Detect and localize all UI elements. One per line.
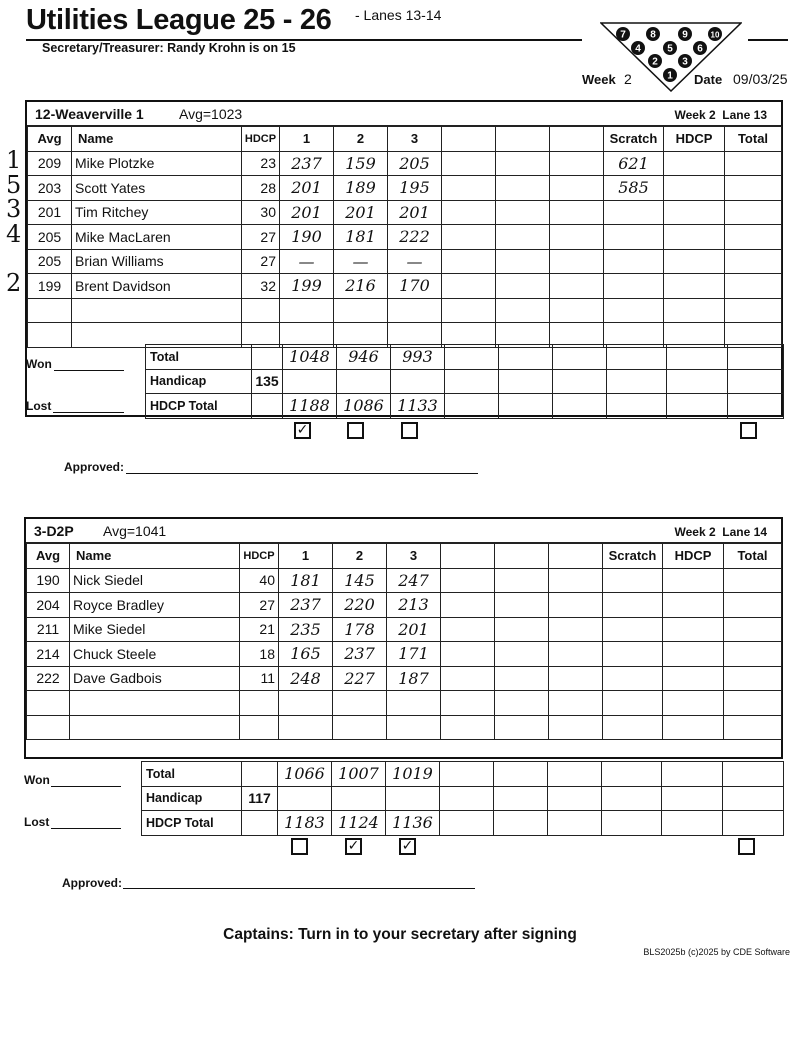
- col-blank: [441, 544, 495, 569]
- game2-score: 220: [333, 593, 387, 618]
- bowler-row: [27, 568, 782, 593]
- col-game3: 3: [388, 127, 442, 152]
- blank-cell: [495, 715, 549, 740]
- bowler-average: [27, 715, 70, 740]
- blank-cell: [441, 617, 495, 642]
- total-series: [725, 225, 782, 250]
- bowler-row: [27, 666, 782, 691]
- team2-handicap-value: 117: [242, 786, 278, 811]
- handicap-series: [664, 298, 725, 323]
- blank-cell: [495, 642, 549, 667]
- total-series: [724, 642, 782, 667]
- blank-cell: [496, 176, 550, 201]
- game3-score: 195: [388, 176, 442, 201]
- bowler-average: [28, 298, 72, 323]
- scratch-series: [603, 568, 663, 593]
- bowler-name: Mike Plotzke: [72, 151, 242, 176]
- team1-approved-line[interactable]: [126, 473, 478, 474]
- blank-cell: [496, 274, 550, 299]
- scratch-series: [603, 617, 663, 642]
- blank-cell: [441, 593, 495, 618]
- total-series: [725, 200, 782, 225]
- pin-number: 7: [620, 29, 626, 41]
- team2-game1-checkbox[interactable]: [291, 838, 308, 855]
- bowler-row: [28, 176, 782, 201]
- team2-hdcp-total-row: [142, 811, 784, 836]
- margin-rank-note: 2: [6, 268, 22, 297]
- team2-lost-label: Lost: [24, 815, 50, 829]
- total-hc-blank: [252, 345, 283, 370]
- bowler-row: [28, 274, 782, 299]
- bowler-row: [28, 151, 782, 176]
- team1-total-checkbox[interactable]: [740, 422, 757, 439]
- game1-score: 237: [280, 151, 334, 176]
- total-series: [724, 666, 782, 691]
- blank-cell: [442, 274, 496, 299]
- game1-score: 201: [280, 176, 334, 201]
- handicap-series: [663, 715, 724, 740]
- team2-column-headers: [27, 544, 782, 569]
- total-series: [724, 691, 782, 716]
- team1-total-g2: 946: [337, 345, 391, 370]
- blank-cell: [442, 298, 496, 323]
- bowler-name: Brent Davidson: [72, 274, 242, 299]
- team1-total-row: [146, 345, 784, 370]
- col-hdcp-total: HDCP: [663, 544, 724, 569]
- handicap-series: [663, 617, 724, 642]
- team2-name: 3-D2P: [34, 523, 74, 539]
- blank-cell: [549, 666, 603, 691]
- blank-cell: [495, 593, 549, 618]
- pin-number: 4: [635, 43, 641, 55]
- total-series: [724, 617, 782, 642]
- game2-score: 237: [333, 642, 387, 667]
- bowler-row: [27, 691, 782, 716]
- scratch-series: [603, 642, 663, 667]
- game3-score: 170: [388, 274, 442, 299]
- total-series: [725, 274, 782, 299]
- game2-score: [333, 691, 387, 716]
- bowler-average: 222: [27, 666, 70, 691]
- bowler-row: [28, 249, 782, 274]
- col-game1: 1: [280, 127, 334, 152]
- team2-bowler-table: [26, 543, 782, 740]
- col-blank: [550, 127, 604, 152]
- team1-game3-checkbox[interactable]: [401, 422, 418, 439]
- bowler-average: 203: [28, 176, 72, 201]
- game3-score: 201: [387, 617, 441, 642]
- team1-header-bar: [27, 102, 781, 126]
- lanes-label: - Lanes 13-14: [355, 7, 442, 23]
- game3-score: 205: [388, 151, 442, 176]
- game3-score: 187: [387, 666, 441, 691]
- team1-hdcp-total-g2: 1086: [337, 394, 391, 419]
- col-hdcp-total: HDCP: [664, 127, 725, 152]
- game2-score: 201: [334, 200, 388, 225]
- col-game2: 2: [333, 544, 387, 569]
- blank-cell: [442, 225, 496, 250]
- bowler-average: 199: [28, 274, 72, 299]
- team2-week-lane: Week 2 Lane 14: [674, 525, 767, 539]
- scratch-series: [603, 715, 663, 740]
- margin-rank-note: 1: [6, 146, 22, 174]
- game1-score: 190: [280, 225, 334, 250]
- bowler-handicap: 27: [242, 249, 280, 274]
- bowler-name: Mike Siedel: [70, 617, 240, 642]
- team1-won-label: Won: [26, 357, 52, 371]
- scratch-series: 585: [604, 176, 664, 201]
- bowler-name: Nick Siedel: [70, 568, 240, 593]
- bowler-handicap: 18: [240, 642, 279, 667]
- bowler-handicap: 27: [242, 225, 280, 250]
- game1-score: 248: [279, 666, 333, 691]
- hdcp-total-label: HDCP Total: [142, 811, 242, 836]
- team1-total-g1: 1048: [283, 345, 337, 370]
- blank-cell: [442, 151, 496, 176]
- scratch-series: [603, 691, 663, 716]
- bowler-name: [72, 298, 242, 323]
- blank-cell: [442, 176, 496, 201]
- team1-week-lane: Week 2 Lane 13: [674, 108, 767, 122]
- game3-score: [387, 715, 441, 740]
- team2-total-g2: 1007: [332, 762, 386, 787]
- team1-column-headers: [28, 127, 782, 152]
- team2-total-g3: 1019: [386, 762, 440, 787]
- handicap-series: [663, 666, 724, 691]
- team2-game3-checkbox[interactable]: ✓: [399, 838, 416, 855]
- scratch-series: [603, 593, 663, 618]
- col-hdcp: HDCP: [240, 544, 279, 569]
- game1-score: [280, 298, 334, 323]
- col-blank: [495, 544, 549, 569]
- blank-cell: [441, 642, 495, 667]
- team2-totals-table: [141, 761, 784, 836]
- col-game3: 3: [387, 544, 441, 569]
- game2-score: 159: [334, 151, 388, 176]
- blank-cell: [495, 691, 549, 716]
- scratch-series: [604, 249, 664, 274]
- game2-score: 178: [333, 617, 387, 642]
- blank-cell: [549, 617, 603, 642]
- margin-rank-note: 5: [6, 170, 22, 199]
- game2-score: 145: [333, 568, 387, 593]
- game3-score: —: [388, 249, 442, 274]
- game1-score: 199: [280, 274, 334, 299]
- bowler-handicap: 11: [240, 666, 279, 691]
- col-name: Name: [70, 544, 240, 569]
- secretary-note: Secretary/Treasurer: Randy Krohn is on 15: [42, 41, 296, 55]
- team1-game2-checkbox[interactable]: [347, 422, 364, 439]
- total-series: [724, 593, 782, 618]
- blank-cell: [549, 568, 603, 593]
- team2-average: Avg=1041: [103, 523, 167, 539]
- col-name: Name: [72, 127, 242, 152]
- team1-approved-label: Approved:: [64, 460, 124, 474]
- team2-approved-label: Approved:: [62, 876, 122, 890]
- total-series: [725, 151, 782, 176]
- team1-handicap-value: 135: [252, 369, 283, 394]
- game3-score: 213: [387, 593, 441, 618]
- game1-score: 201: [280, 200, 334, 225]
- bowler-handicap: [242, 298, 280, 323]
- total-label: Total: [146, 345, 252, 370]
- handicap-series: [663, 568, 724, 593]
- scratch-series: [604, 225, 664, 250]
- game2-score: [334, 298, 388, 323]
- game3-score: 247: [387, 568, 441, 593]
- team1-average: Avg=1023: [179, 106, 243, 122]
- week-value: 2: [624, 71, 632, 87]
- game3-score: [388, 298, 442, 323]
- col-blank: [549, 544, 603, 569]
- team1-total-g3: 993: [391, 345, 445, 370]
- team1-bowler-table: [27, 126, 782, 348]
- game3-score: 171: [387, 642, 441, 667]
- col-hdcp: HDCP: [242, 127, 280, 152]
- team1-name: 12-Weaverville 1: [35, 106, 144, 122]
- header-rule-right: [748, 39, 788, 41]
- game1-score: —: [280, 249, 334, 274]
- blank-cell: [550, 249, 604, 274]
- hdcp-total-label: HDCP Total: [146, 394, 252, 419]
- col-scratch: Scratch: [603, 544, 663, 569]
- game1-score: 165: [279, 642, 333, 667]
- team1-won-line[interactable]: [54, 370, 124, 371]
- team2-total-checkbox[interactable]: [738, 838, 755, 855]
- team2-header-bar: [26, 519, 781, 543]
- bowler-row: [28, 200, 782, 225]
- total-series: [725, 298, 782, 323]
- team1-lost-label: Lost: [26, 399, 52, 413]
- game2-score: 181: [334, 225, 388, 250]
- col-avg: Avg: [28, 127, 72, 152]
- bowler-average: [27, 691, 70, 716]
- game2-score: 189: [334, 176, 388, 201]
- team2-approved-line[interactable]: [123, 888, 475, 889]
- scratch-series: 621: [604, 151, 664, 176]
- bowler-name: Chuck Steele: [70, 642, 240, 667]
- game1-score: [279, 715, 333, 740]
- bowler-name: Brian Williams: [72, 249, 242, 274]
- bowler-row: [27, 593, 782, 618]
- pin-number: 10: [710, 30, 720, 40]
- col-blank: [496, 127, 550, 152]
- blank-cell: [550, 200, 604, 225]
- total-series: [725, 176, 782, 201]
- team2-total-g1: 1066: [278, 762, 332, 787]
- scratch-series: [604, 274, 664, 299]
- bowler-name: [70, 715, 240, 740]
- bowler-name: Tim Ritchey: [72, 200, 242, 225]
- bowler-handicap: 32: [242, 274, 280, 299]
- team1-lost-line[interactable]: [53, 412, 124, 413]
- bowler-handicap: 30: [242, 200, 280, 225]
- blank-cell: [549, 642, 603, 667]
- handicap-series: [664, 274, 725, 299]
- handicap-label: Handicap: [142, 786, 242, 811]
- bowler-average: 201: [28, 200, 72, 225]
- bowler-handicap: 23: [242, 151, 280, 176]
- scratch-series: [603, 666, 663, 691]
- bowler-name: Mike MacLaren: [72, 225, 242, 250]
- bowler-name: Scott Yates: [72, 176, 242, 201]
- team1-hdcp-total-row: [146, 394, 784, 419]
- bowler-row: [28, 298, 782, 323]
- bowler-row: [27, 715, 782, 740]
- bowler-handicap: [240, 715, 279, 740]
- total-series: [725, 249, 782, 274]
- blank-cell: [496, 151, 550, 176]
- bowler-handicap: [240, 691, 279, 716]
- handicap-series: [664, 176, 725, 201]
- team2-handicap-row: [142, 786, 784, 811]
- pin-number: 3: [682, 56, 688, 68]
- date-label: Date: [694, 72, 723, 87]
- team2-hdcp-total-g1: 1183: [278, 811, 332, 836]
- handicap-series: [663, 691, 724, 716]
- game2-score: —: [334, 249, 388, 274]
- team2-hdcp-total-g2: 1124: [332, 811, 386, 836]
- game3-score: [387, 691, 441, 716]
- team1-hdcp-total-g1: 1188: [283, 394, 337, 419]
- pin-number: 5: [667, 43, 673, 55]
- game2-score: [333, 715, 387, 740]
- blank-cell: [496, 200, 550, 225]
- handicap-series: [664, 200, 725, 225]
- game2-score: 227: [333, 666, 387, 691]
- blank-cell: [442, 249, 496, 274]
- scratch-series: [604, 200, 664, 225]
- bowler-average: 190: [27, 568, 70, 593]
- handicap-series: [664, 249, 725, 274]
- team1-hdcp-total-g3: 1133: [391, 394, 445, 419]
- blank-cell: [496, 225, 550, 250]
- blank-cell: [495, 666, 549, 691]
- game1-score: 237: [279, 593, 333, 618]
- game3-score: 201: [388, 200, 442, 225]
- bowler-average: 204: [27, 593, 70, 618]
- bowler-handicap: 40: [240, 568, 279, 593]
- bowler-name: [70, 691, 240, 716]
- bowler-name: Royce Bradley: [70, 593, 240, 618]
- blank-cell: [441, 715, 495, 740]
- col-total: Total: [725, 127, 782, 152]
- bowler-row: [27, 617, 782, 642]
- team2-won-label: Won: [24, 773, 50, 787]
- team2-lost-line[interactable]: [51, 828, 121, 829]
- total-label: Total: [142, 762, 242, 787]
- game1-score: 235: [279, 617, 333, 642]
- captains-instruction: Captains: Turn in to your secretary after signing: [223, 926, 577, 943]
- blank-cell: [495, 617, 549, 642]
- week-label: Week: [582, 72, 616, 87]
- col-avg: Avg: [27, 544, 70, 569]
- blank-cell: [549, 593, 603, 618]
- blank-cell: [549, 715, 603, 740]
- team2-hdcp-total-g3: 1136: [386, 811, 440, 836]
- blank-cell: [549, 691, 603, 716]
- handicap-label: Handicap: [146, 369, 252, 394]
- col-game2: 2: [334, 127, 388, 152]
- pin-number: 6: [697, 43, 703, 55]
- copyright-note: BLS2025b (c)2025 by CDE Software: [643, 947, 790, 957]
- blank-cell: [550, 274, 604, 299]
- margin-rank-note: 4: [6, 219, 22, 248]
- bowler-average: 211: [27, 617, 70, 642]
- blank-cell: [441, 666, 495, 691]
- total-series: [724, 715, 782, 740]
- margin-rank-note: 3: [6, 195, 22, 223]
- scratch-series: [604, 298, 664, 323]
- team2-scoresheet: [24, 517, 783, 759]
- bowler-average: 209: [28, 151, 72, 176]
- blank-cell: [550, 225, 604, 250]
- blank-cell: [550, 298, 604, 323]
- bowler-row: [27, 642, 782, 667]
- pin-number: 8: [650, 29, 656, 41]
- bowler-average: 205: [28, 225, 72, 250]
- handicap-series: [663, 593, 724, 618]
- game3-score: 222: [388, 225, 442, 250]
- pin-number: 2: [652, 56, 658, 68]
- date-value: 09/03/25: [733, 71, 788, 87]
- bowler-average: 205: [28, 249, 72, 274]
- game1-score: [279, 691, 333, 716]
- blank-cell: [496, 298, 550, 323]
- team1-totals-table: [145, 344, 784, 419]
- team2-game2-checkbox[interactable]: ✓: [345, 838, 362, 855]
- blank-cell: [496, 249, 550, 274]
- team2-won-line[interactable]: [51, 786, 121, 787]
- bowler-average: [28, 323, 72, 348]
- col-scratch: Scratch: [604, 127, 664, 152]
- col-game1: 1: [279, 544, 333, 569]
- handicap-series: [664, 151, 725, 176]
- bowler-row: [28, 225, 782, 250]
- handicap-series: [663, 642, 724, 667]
- col-total: Total: [724, 544, 782, 569]
- game1-score: 181: [279, 568, 333, 593]
- blank-cell: [441, 568, 495, 593]
- bowler-average: 214: [27, 642, 70, 667]
- pin-number: 9: [682, 29, 688, 41]
- team1-handicap-row: [146, 369, 784, 394]
- col-blank: [442, 127, 496, 152]
- team1-game1-checkbox[interactable]: ✓: [294, 422, 311, 439]
- blank-cell: [550, 176, 604, 201]
- team2-total-row: [142, 762, 784, 787]
- bowler-handicap: 27: [240, 593, 279, 618]
- blank-cell: [495, 568, 549, 593]
- blank-cell: [442, 200, 496, 225]
- bowler-name: Dave Gadbois: [70, 666, 240, 691]
- blank-cell: [550, 151, 604, 176]
- league-title: Utilities League 25 - 26: [26, 4, 332, 36]
- handicap-series: [664, 225, 725, 250]
- pin-number: 1: [667, 70, 673, 82]
- total-series: [724, 568, 782, 593]
- game2-score: 216: [334, 274, 388, 299]
- bowler-handicap: 28: [242, 176, 280, 201]
- bowler-handicap: 21: [240, 617, 279, 642]
- blank-cell: [441, 691, 495, 716]
